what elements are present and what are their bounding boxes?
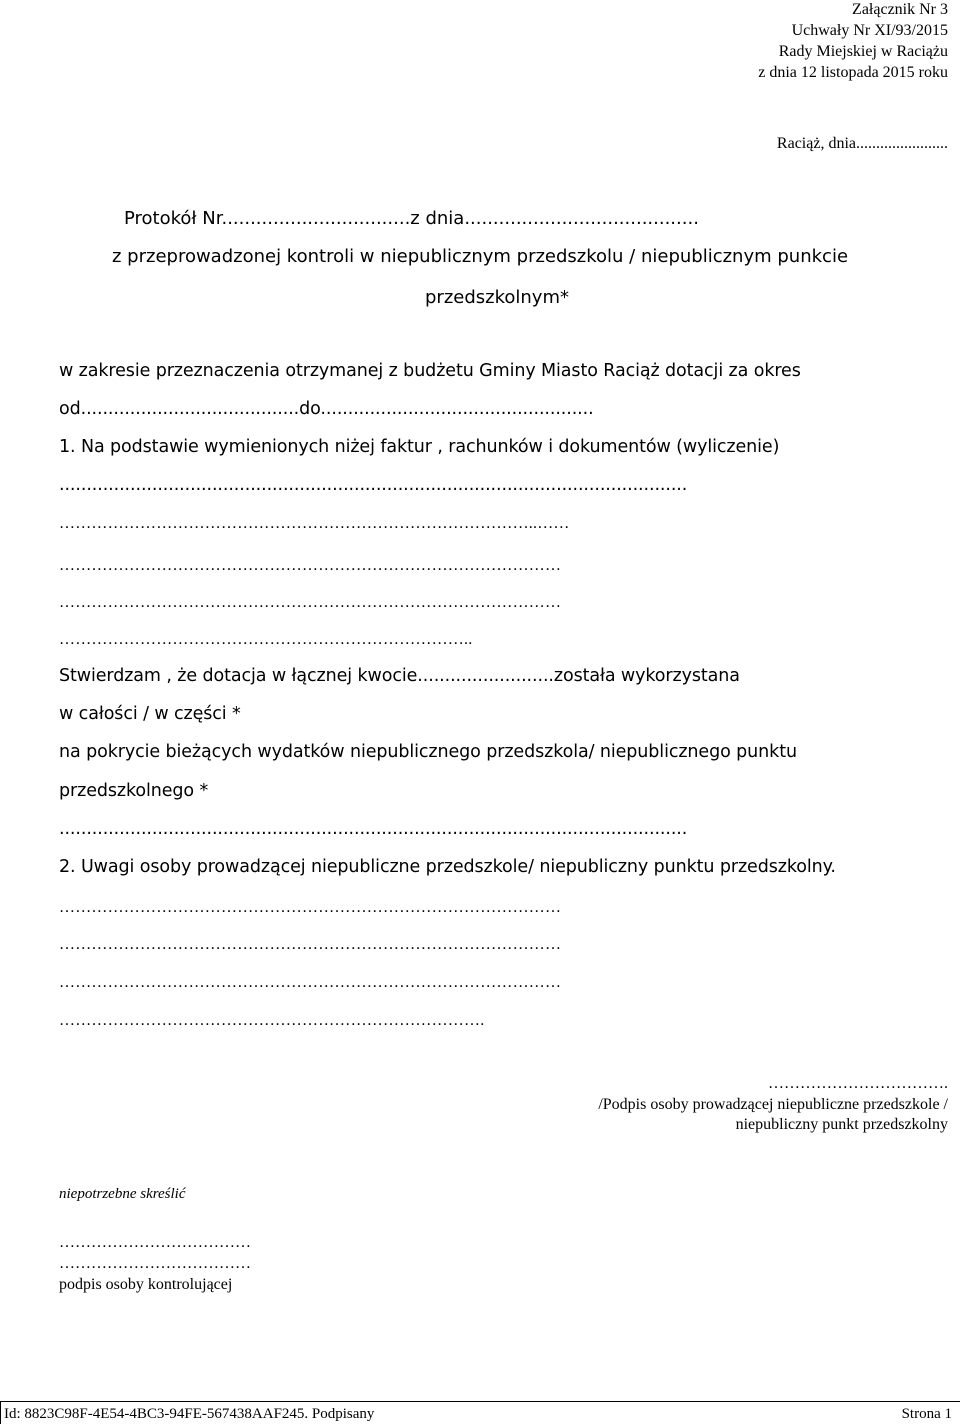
remark-line-2: ………………………………………………………………………………… (59, 936, 562, 953)
owner-signature-label-line1: /Podpis osoby prowadzącej niepubliczne przedszkole / (598, 1096, 948, 1113)
remark-line-1: ………………………………………………………………………………… (59, 899, 562, 916)
remark-line-3: ………………………………………………………………………………… (59, 974, 562, 991)
whole-part-line: w całości / w części * (59, 704, 241, 724)
place-date: Raciąż, dnia....................... (776, 135, 948, 152)
resolution-number: Uchwały Nr XI/93/2015 (791, 22, 948, 39)
controller-signature-dots-2: ……………………………… (59, 1255, 251, 1272)
point1-dots: ................................................................................................................... (59, 475, 688, 495)
coverage-line2: przedszkolnego * (59, 781, 209, 801)
strike-note: niepotrzebne skreślić (59, 1186, 186, 1202)
remark-line-4: ……………………………………………………………………. (59, 1012, 485, 1029)
signature-footer (0, 1401, 960, 1424)
fill-line-4: ………………………………………………………………….. (59, 631, 473, 648)
scope-line1: w zakresie przeznaczenia otrzymanej z budżetu Gminy Miasto Raciąż dotacji za okres (59, 361, 801, 381)
owner-signature-dots: ……………………………. (768, 1075, 948, 1092)
controller-signature-dots-1: ……………………………… (59, 1234, 251, 1251)
point2-heading: 2. Uwagi osoby prowadzącej niepubliczne przedszkole/ niepubliczny punktu przedszkolny. (59, 857, 836, 877)
statement-line: Stwierdzam , że dotacja w łącznej kwocie.........................została wykorzystana (59, 666, 740, 686)
fill-line-3: ………………………………………………………………………………… (59, 594, 562, 611)
protocol-subtitle-line2: przedszkolnym* (425, 287, 569, 308)
point1-heading: 1. Na podstawie wymienionych niżej faktur , rachunków i dokumentów (wyliczenie) (59, 437, 780, 457)
annex-number: Załącznik Nr 3 (852, 1, 948, 18)
page-number: Strona 1 (901, 1406, 952, 1422)
protocol-title: Protokół Nr.................................z dnia......................................... (124, 208, 699, 229)
council-name: Rady Miejskiej w Raciążu (778, 43, 948, 60)
scope-line2: od........................................do.................................................. (59, 399, 594, 419)
controller-signature-label: podpis osoby kontrolującej (59, 1276, 233, 1293)
resolution-date: z dnia 12 listopada 2015 roku (758, 64, 948, 81)
document-id: Id: 8823C98F-4E54-4BC3-94FE-567438AAF245. Podpisany (4, 1406, 375, 1422)
coverage-line1: na pokrycie bieżących wydatków niepublicznego przedszkola/ niepublicznego punktu (59, 742, 797, 762)
coverage-dots: ................................................................................................................... (59, 819, 688, 839)
fill-line-2: ………………………………………………………………………………… (59, 557, 562, 574)
fill-line-1: ……………………………………………………………………………..…… (59, 515, 570, 532)
footer-left-border (0, 1402, 1, 1424)
owner-signature-label-line2: niepubliczny punkt przedszkolny (735, 1116, 948, 1133)
protocol-subtitle-line1: z przeprowadzonej kontroli w niepublicznym przedszkolu / niepublicznym punkcie (112, 246, 849, 267)
